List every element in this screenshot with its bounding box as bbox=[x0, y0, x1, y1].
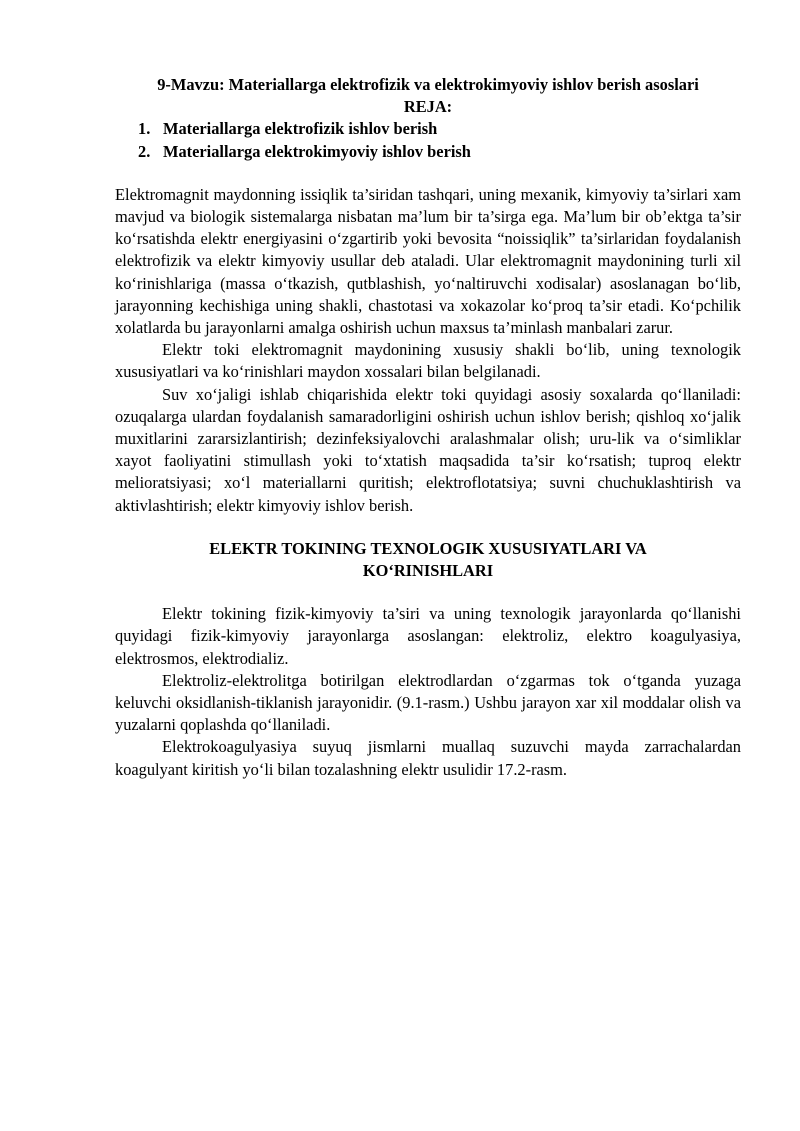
plan-list bbox=[115, 118, 741, 162]
plan-item-text: Materiallarga elektrokimyoviy ishlov berish bbox=[163, 141, 471, 161]
section-paragraph: Elektrokoagulyasiya suyuq jismlarni muallaq suzuvchi mayda zarrachalardan koagulyant kiritish yo‘li bilan tozalashning elektr usulidir 17.2-rasm. bbox=[115, 737, 741, 779]
section-heading: ELEKTR TOKINING TEXNOLOGIK XUSUSIYATLARI VA KO‘RINISHLARI bbox=[209, 538, 647, 581]
plan-item bbox=[138, 141, 741, 163]
spacer bbox=[115, 517, 741, 538]
spacer bbox=[115, 163, 741, 184]
section-paragraph: Elektroliz-elektrolitga botirilgan elektrodlardan o‘zgarmas tok o‘tganda yuzaga keluvchi oksidlanish-tiklanish jarayonidir. (9.1-rasm.) Ushbu jarayon xar xil moddalar olish va yuzalarni qoplashda qo‘llaniladi. bbox=[115, 670, 741, 735]
document-page bbox=[115, 74, 741, 781]
plan-item-number: 2. bbox=[138, 141, 151, 161]
plan-heading: REJA: bbox=[403, 97, 453, 117]
intro-paragraph: Elektromagnit maydonning issiqlik ta’siridan tashqari, uning mexanik, kimyoviy ta’sirlari xam mavjud va biologik sistemalarga nisbatan ma’lum bir ta’sirga ega. Ma’lum bir ob’ektga ta’sir ko‘rsatishda elektr energiyasini o‘zgartirib yoki bevosita “noissiqlik” ta’sirlaridan foydalanish elektrofizik va elektr kimyoviy usullar deb ataladi. Ular elektromagnit maydonining turli xil ko‘rinishlariga (massa o‘tkazish, qutblashish, yo‘naltiruvchi xodisalar) asoslanagan bo‘lib, jarayonning kechishiga uning shakli, chastotasi va xokazolar ko‘proq ta’sir etadi. Ko‘pchilik xolatlarda bu jarayonlarni amalga oshirish uchun maxsus ta’minlash manbalari zarur. bbox=[115, 184, 741, 338]
document-title: 9-Mavzu: Materiallarga elektrofizik va elektrokimyoviy ishlov berish asoslari bbox=[157, 75, 699, 94]
plan-item-text: Materiallarga elektrofizik ishlov berish bbox=[163, 119, 438, 139]
plan-item bbox=[138, 118, 741, 140]
section-paragraph: Elektr tokining fizik-kimyoviy ta’siri va uning texnologik jarayonlarda qo‘llanishi quyidagi fizik-kimyoviy jarayonlarga asoslangan: elektroliz, elektro koagulyasiya, elektrosmos, elektrodializ. bbox=[115, 604, 741, 668]
plan-item-number: 1. bbox=[138, 119, 151, 139]
intro-paragraph: Suv xo‘jaligi ishlab chiqarishida elektr toki quyidagi asosiy soxalarda qo‘llaniladi: ozuqalarga ulardan foydalanish samaradorligini oshirish uchun ishlov berish; qishloq xo‘jalik muxitlarini zararsizlantirish; dezinfeksiyalovchi aralashmalar olish; uru-lik va o‘simliklar xayot faoliyatini stimullash yoki to‘xtatish maqsadida ta’sir ko‘rsatish; tuproq elektr melioratsiyasi; xo‘l materiallarni quritish; elektroflotatsiya; suvni chuchuklashtirish va aktivlashtirish; elektr kimyoviy ishlov berish. bbox=[115, 384, 741, 515]
spacer bbox=[115, 582, 741, 603]
intro-paragraph: Elektr toki elektromagnit maydonining xususiy shakli bo‘lib, uning texnologik xususiyatlari va ko‘rinishlari maydon xossalari bilan belgilanadi. bbox=[115, 340, 741, 382]
